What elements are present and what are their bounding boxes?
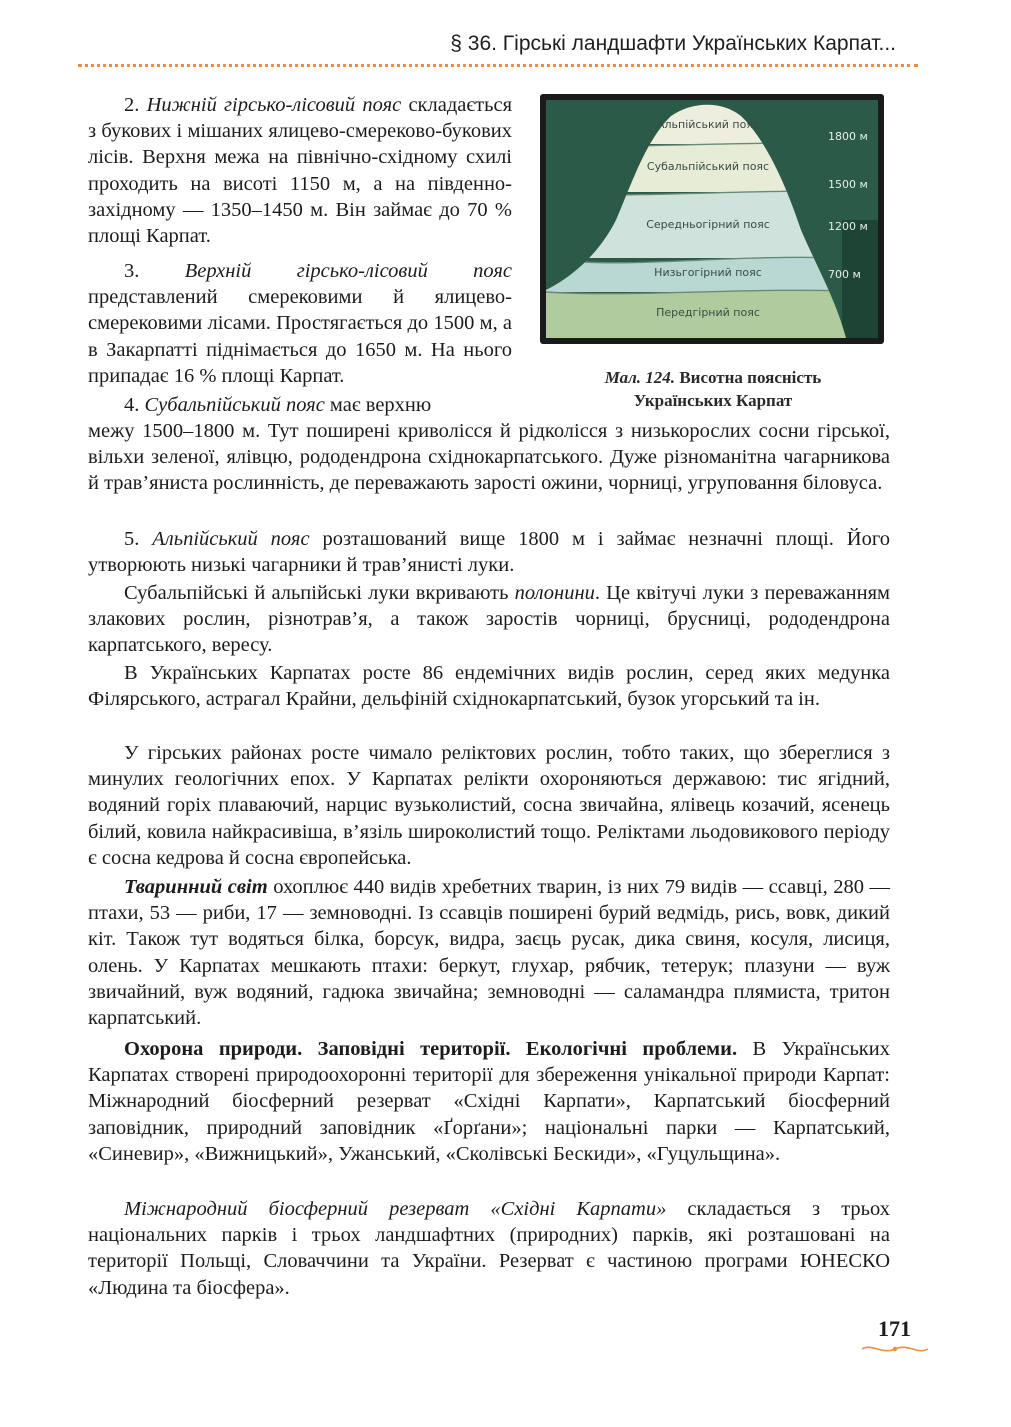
paragraph-relicts: У гірських районах росте чимало реліктових рослин, тобто таких, що збереглися з минулих геологічних епох. У Карпатах релікти охороняються державою: тис ягідний, водяний горіх плаваючий, нарцис вузьколистий, сосна звичайна, ялівець козачий, ясенець білий, ковила найкрасивіша, в’язіль широколистий тощо. Реліктами льодовикового періоду є сосна кедрова й сосна європейська. (88, 742, 890, 869)
caption-line2: Українських Карпат (633, 391, 793, 410)
term-fauna: Тваринний світ (124, 876, 268, 898)
height-mark-1200: 1200 м (828, 220, 868, 233)
height-mark-1800: 1800 м (828, 130, 868, 143)
term-upper-forest: Верхній гірсько-лісовий пояс (184, 260, 512, 282)
paragraph-fauna: Тваринний світ охоплює 440 видів хребетних тварин, із них 79 видів — ссавці, 280 — птахи, 53 — риби, 17 — земноводні. Із ссавців поширені бурий ведмідь, рись, вовк, дикий кіт. Також тут водяться білка, борсук, видра, заєць русак, дика свиня, косуля, лисиця, олень. У Карпатах мешкають птахи: беркут, глухар, рябчик, тетерук; плазуни — вуж звичайний, вуж водяний, гадюка звичайна; земноводні — саламандра плямиста, тритон карпатський. (88, 876, 890, 1030)
paragraph-nature-protection: Охорона природи. Заповідні території. Екологічні проблеми. В Українських Карпатах створені природоохоронні території для збереження унікальної природи Карпат: Міжнародний біосферний резерват «Східні Карпати», Карпатський біосферний заповідник, природний заповідник «Ґорґани»; національні парки — Карпатський, «Синевир», «Вижницький», Ужанський, «Сколівські Бескиди», «Гуцульщина». (88, 1038, 890, 1165)
belt-label-midmountain: Середньогірний пояс (646, 218, 770, 231)
term-alpine: Альпійський пояс (152, 528, 310, 550)
page-number: 171 (878, 1316, 911, 1341)
paragraph-endemics: В Українських Карпатах росте 86 ендемічних видів рослин, серед яких медунка Філярського, астрагал Крайни, дельфіній східнокарпатський, бузок угорський та ін. (88, 662, 890, 711)
paragraph-lower-forest-belt: 2. Нижній гірсько-лісовий пояс складається з букових і мішаних ялицево-смереково-букових лісів. Верхня межа на північно-східному схилі проходить на висоті 1150 м, а на південно-західному — 1350–1450 м. Він займає до 70 % площі Карпат. (88, 94, 512, 248)
term-nature-protection: Охорона природи. Заповідні території. Екологічні проблеми. (124, 1038, 738, 1060)
term-biosphere-reserve: Міжнародний біосферний резерват «Східні Карпати» (124, 1198, 667, 1220)
height-mark-700: 700 м (828, 268, 861, 281)
paragraph-subalpine-start: 4. Субальпійський пояс має верхню (124, 394, 432, 416)
height-mark-1500: 1500 м (828, 178, 868, 191)
paragraph-subalpine-cont: межу 1500–1800 м. Тут поширені криволісся й рідколісся з низькорослих сосни гірської, вільхи зеленої, ялівцю, рододендрона східнокарпатського. Дуже різноманітна чагарникова й трав’яниста рослинність, де переважають зарості ожини, чорниці, угруповання біловуса. (88, 420, 890, 495)
altitude-zonation-figure (540, 94, 884, 344)
header-divider (78, 64, 918, 67)
figure-caption (540, 366, 886, 412)
figure-number: Мал. 124. (604, 368, 676, 387)
term-lower-forest: Нижній гірсько-лісовий пояс (146, 94, 402, 116)
belt-label-foothill: Передгірний пояс (656, 306, 760, 319)
page-header: § 36. Гірські ландшафти Українських Карпат... (450, 32, 896, 55)
belt-label-subalpine: Субальпійський пояс (646, 160, 770, 173)
paragraph-upper-forest-belt: 3. Верхній гірсько-лісовий пояс представлений смерековими й ялицево-смерековими лісами. Простягається до 1500 м, а в Закарпатті піднімається до 1650 м. На нього припадає 16 % площі Карпат. (88, 260, 512, 387)
paragraph-alpine-belt: 5. Альпійський пояс розташований вище 1800 м і займає незначні площі. Його утворюють низькі чагарники й трав’янисті луки. (88, 528, 890, 577)
term-polonyny: полонини (514, 582, 595, 604)
mountain-diagram (546, 100, 878, 338)
belt-label-alpine: Альпійський пояс (657, 118, 759, 131)
page-ornament (860, 1342, 930, 1356)
term-subalpine: Субальпійський пояс (144, 394, 325, 416)
belt-label-lowmountain: Низьгогірний пояс (654, 266, 762, 279)
caption-line1: Висотна поясність (679, 368, 822, 387)
paragraph-polonyny: Субальпійські й альпійські луки вкривають полонини. Це квітучі луки з переважанням злакових рослин, різнотрав’я, а також заростів чорниці, брусниці, рододендрона карпатського, вересу. (88, 582, 890, 657)
paragraph-biosphere-reserve: Міжнародний біосферний резерват «Східні Карпати» складається з трьох національних парків і трьох ландшафтних (природних) парків, які розташовані на території Польщі, Словаччини та України. Резерват є частиною програми ЮНЕСКО «Людина та біосфера». (88, 1198, 890, 1299)
